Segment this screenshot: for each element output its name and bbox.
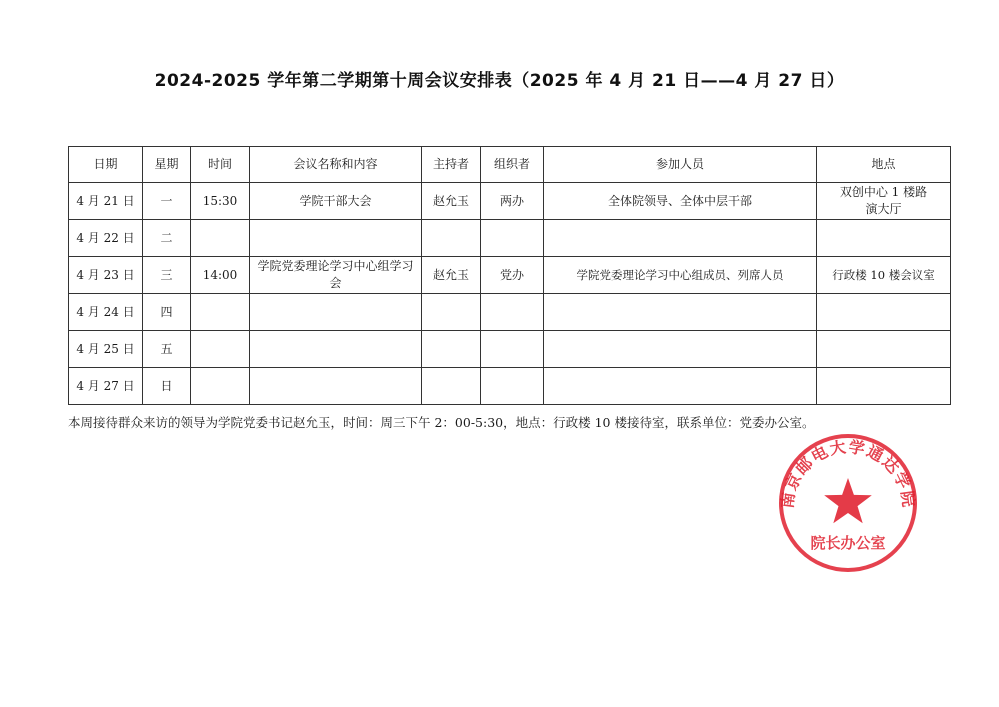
cell-date: 4 月 23 日 <box>69 257 143 294</box>
header-time: 时间 <box>191 147 250 183</box>
cell-meeting-name <box>250 294 422 331</box>
cell-date: 4 月 27 日 <box>69 368 143 405</box>
cell-organizer <box>481 220 544 257</box>
reception-note: 本周接待群众来访的领导为学院党委书记赵允玉，时间：周三下午 2：00-5:30，地点：行政楼 10 楼接待室，联系单位：党委办公室。 <box>68 415 815 430</box>
table-row <box>69 220 951 257</box>
seal-center-text: 院长办公室 <box>810 534 886 552</box>
cell-meeting-name: 学院党委理论学习中心组学习会 <box>250 257 422 294</box>
cell-host <box>422 331 481 368</box>
cell-organizer <box>481 368 544 405</box>
seal-stamp-graphic <box>777 432 919 574</box>
table-row <box>69 257 951 294</box>
cell-time <box>191 220 250 257</box>
cell-attendees: 全体院领导、全体中层干部 <box>544 183 817 220</box>
cell-weekday: 二 <box>143 220 191 257</box>
table-header-row <box>69 147 951 183</box>
cell-weekday: 四 <box>143 294 191 331</box>
cell-meeting-name <box>250 220 422 257</box>
cell-location: 双创中心 1 楼路演大厅 <box>817 183 951 220</box>
cell-attendees <box>544 294 817 331</box>
table-row <box>69 183 951 220</box>
cell-organizer: 党办 <box>481 257 544 294</box>
cell-location <box>817 368 951 405</box>
cell-host <box>422 220 481 257</box>
table-row <box>69 368 951 405</box>
cell-meeting-name <box>250 368 422 405</box>
official-seal <box>777 432 919 574</box>
cell-host <box>422 368 481 405</box>
meeting-schedule-table <box>68 146 951 405</box>
cell-weekday: 日 <box>143 368 191 405</box>
cell-host: 赵允玉 <box>422 183 481 220</box>
cell-location: 行政楼 10 楼会议室 <box>817 257 951 294</box>
star-icon <box>824 478 872 523</box>
cell-organizer: 两办 <box>481 183 544 220</box>
cell-organizer <box>481 294 544 331</box>
table-row <box>69 294 951 331</box>
cell-attendees <box>544 368 817 405</box>
header-attendees: 参加人员 <box>544 147 817 183</box>
cell-time <box>191 368 250 405</box>
header-meeting-name: 会议名称和内容 <box>250 147 422 183</box>
header-date: 日期 <box>69 147 143 183</box>
cell-date: 4 月 22 日 <box>69 220 143 257</box>
cell-date: 4 月 25 日 <box>69 331 143 368</box>
cell-time: 15:30 <box>191 183 250 220</box>
cell-attendees <box>544 220 817 257</box>
cell-organizer <box>481 331 544 368</box>
cell-time: 14:00 <box>191 257 250 294</box>
header-location: 地点 <box>817 147 951 183</box>
cell-weekday: 三 <box>143 257 191 294</box>
cell-time <box>191 331 250 368</box>
cell-date: 4 月 24 日 <box>69 294 143 331</box>
header-organizer: 组织者 <box>481 147 544 183</box>
cell-weekday: 五 <box>143 331 191 368</box>
cell-location <box>817 220 951 257</box>
cell-host <box>422 294 481 331</box>
page-title: 2024-2025 学年第二学期第十周会议安排表（2025 年 4 月 21 日——4 月 27 日） <box>154 71 845 91</box>
cell-meeting-name <box>250 331 422 368</box>
cell-attendees: 学院党委理论学习中心组成员、列席人员 <box>544 257 817 294</box>
header-host: 主持者 <box>422 147 481 183</box>
table-row <box>69 331 951 368</box>
cell-time <box>191 294 250 331</box>
header-weekday: 星期 <box>143 147 191 183</box>
cell-host: 赵允玉 <box>422 257 481 294</box>
cell-location <box>817 331 951 368</box>
cell-weekday: 一 <box>143 183 191 220</box>
cell-date: 4 月 21 日 <box>69 183 143 220</box>
seal-ring-text: 南京邮电大学通达学院 <box>777 437 919 510</box>
cell-location <box>817 294 951 331</box>
cell-meeting-name: 学院干部大会 <box>250 183 422 220</box>
cell-attendees <box>544 331 817 368</box>
